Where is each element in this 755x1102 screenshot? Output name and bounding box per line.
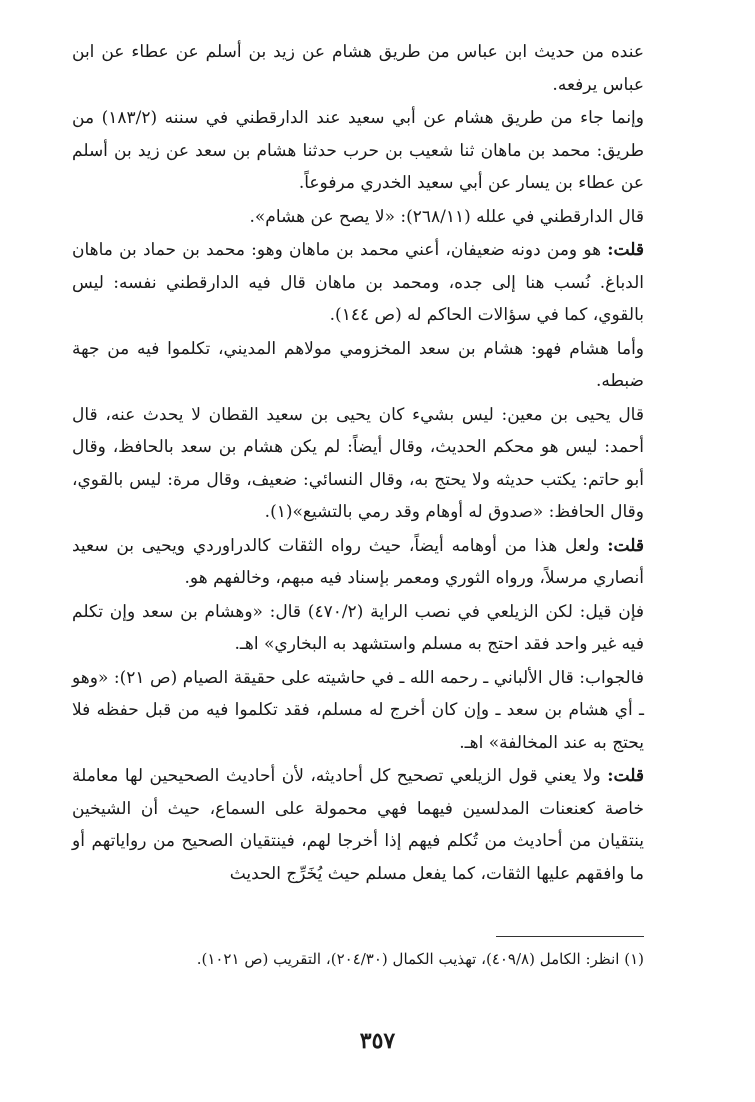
paragraph-text: قال يحيى بن معين: ليس بشيء كان يحيى بن سعيد القطان لا يحدث عنه، قال أحمد: ليس هو محكم الحديث، وقال أيضاً: لم يكن هشام بن سعد بالحافظ، وقال أبو حاتم: يكتب حديثه ولا يحتج به، وقال النسائي: ضعيف، وقال مرة: ليس بالقوي، وقال الحافظ: «صدوق له أوهام وقد رمي بالتشيع»(١). — [72, 404, 644, 522]
paragraph-text: وأما هشام فهو: هشام بن سعد المخزومي مولاهم المديني، تكلموا فيه من جهة ضبطه. — [72, 338, 644, 391]
paragraph-10 — [72, 760, 644, 890]
paragraph-text: وإنما جاء من طريق هشام عن أبي سعيد عند الدارقطني في سننه (١٨٣/٢) من طريق: محمد بن ماهان ثنا شعيب بن حرب حدثنا هشام بن سعد عن زيد بن أسلم عن عطاء بن يسار عن أبي سعيد الخدري مرفوعاً. — [72, 108, 644, 193]
footnote: (١) انظر: الكامل (٤٠٩/٨)، تهذيب الكمال (٢٠٤/٣٠)، التقريب (ص ١٠٢١). — [196, 950, 644, 968]
page-number: ٣٥٧ — [359, 1028, 396, 1054]
paragraph-lead: قلت: — [607, 766, 644, 786]
paragraph-4 — [72, 234, 644, 332]
paragraph-9 — [72, 662, 644, 760]
paragraph-lead: قلت: — [607, 535, 644, 556]
paragraph-6 — [72, 399, 644, 529]
paragraph-lead: قلت: — [607, 240, 645, 260]
paragraph-2 — [72, 102, 644, 200]
paragraph-text: فإن قيل: لكن الزيلعي في نصب الراية (٤٧٠/٢) قال: «وهشام بن سعد وإن تكلم فيه غير واحد فقد احتج به مسلم واستشهد به البخاري» اهـ. — [72, 601, 645, 654]
paragraph-text: فالجواب: قال الألباني ـ رحمه الله ـ في حاشيته على حقيقة الصيام (ص ٢١): «وهو ـ أي هشام بن سعد ـ وإن كان أخرج له مسلم، فقد تكلموا فيه من قبل حفظه فلا يحتج به عند المخالفة» اهـ. — [72, 667, 644, 753]
paragraph-3 — [72, 201, 644, 234]
paragraph-8 — [72, 596, 644, 661]
paragraph-7 — [72, 530, 644, 595]
paragraph-text: ولعل هذا من أوهامه أيضاً، حيث رواه الثقات كالدراوردي ويحيى بن سعيد أنصاري مرسلاً، ورواه الثوري ومعمر بإسناد فيه مبهم، وخالفهم هو. — [72, 535, 644, 588]
page-body — [72, 36, 644, 890]
paragraph-5 — [72, 333, 644, 398]
paragraph-text: عنده من حديث ابن عباس من طريق هشام عن زيد بن أسلم عن عطاء عن ابن عباس يرفعه. — [72, 42, 644, 95]
paragraph-text: قال الدارقطني في علله (٢٦٨/١١): «لا يصح عن هشام». — [249, 206, 644, 227]
footnote-separator — [496, 936, 644, 937]
paragraph-1 — [72, 36, 644, 101]
paragraph-text: هو ومن دونه ضعيفان، أعني محمد بن ماهان وهو: محمد بن حماد بن ماهان الدباغ. نُسب هنا إلى جده، ومحمد بن ماهان قال فيه الدارقطني نفسه: ليس بالقوي، كما في سؤالات الحاكم له (ص ١٤٤). — [72, 240, 644, 325]
paragraph-text: ولا يعني قول الزيلعي تصحيح كل أحاديثه، لأن أحاديث الصحيحين لها معاملة خاصة كعنعنات المدلسين فيهما فهي محمولة على السماع، حيث أن الشيخين ينتقيان من أحاديث من تُكلم فيهم إذا أخرجا لهم، فينتقيان الصحيح من رواياتهم أو ما وافقهم عليها الثقات، كما يفعل مسلم حيث يُخَرِّج الحديث — [72, 766, 644, 884]
